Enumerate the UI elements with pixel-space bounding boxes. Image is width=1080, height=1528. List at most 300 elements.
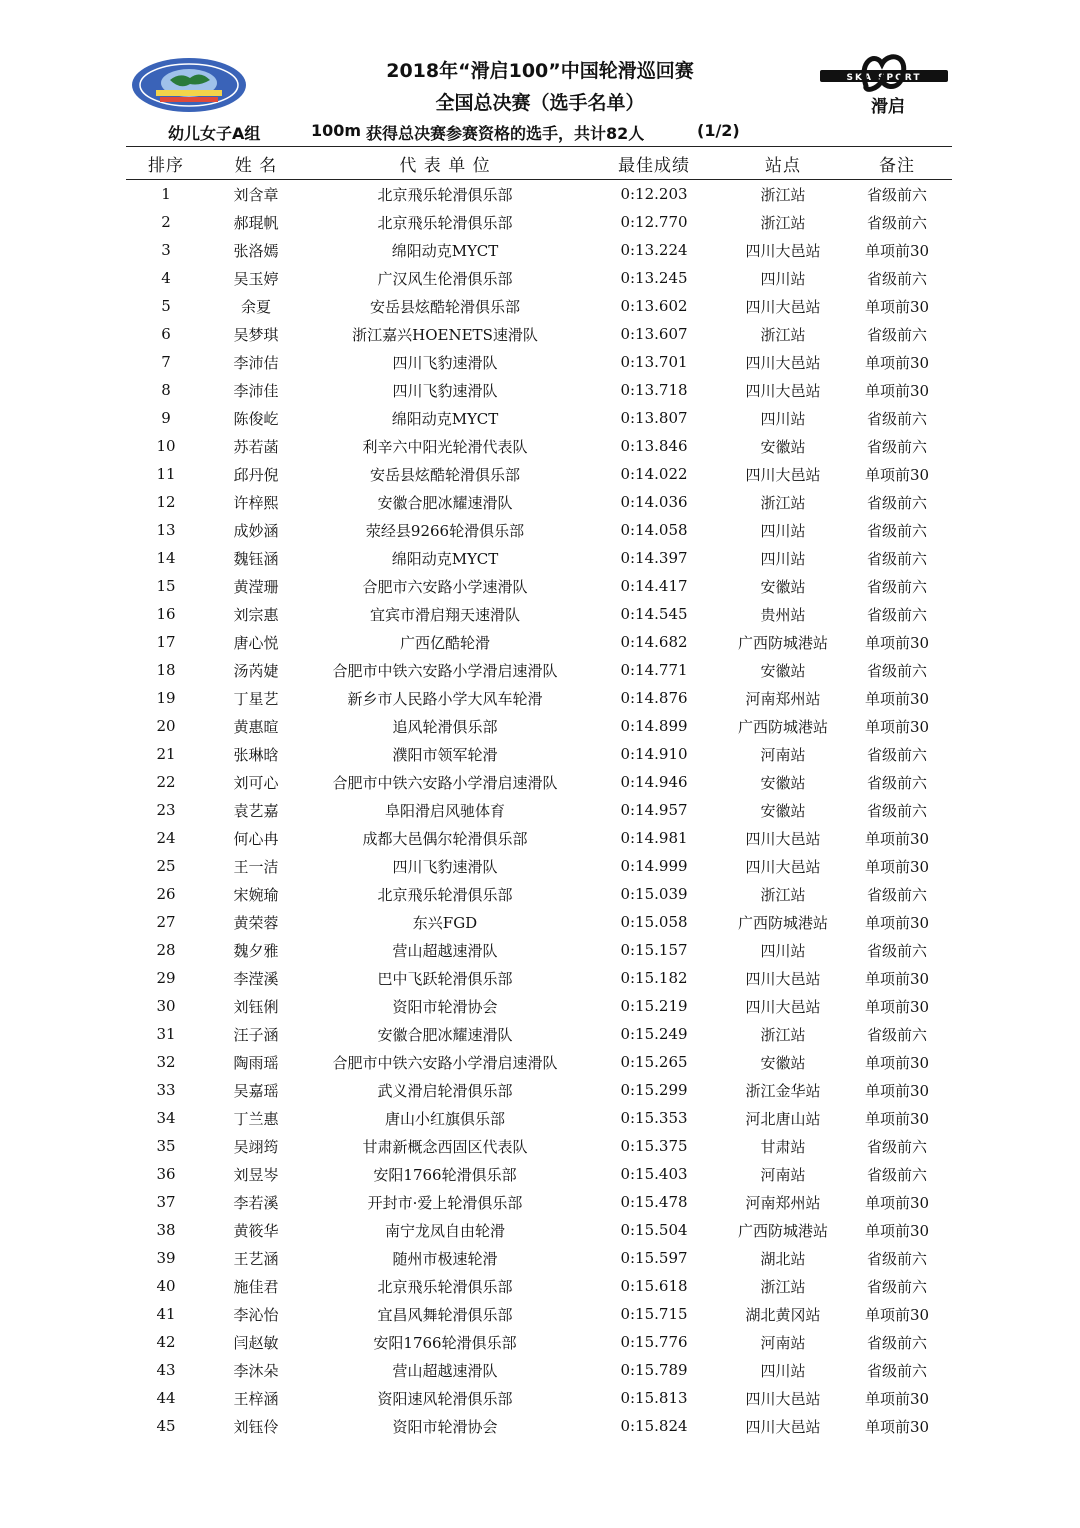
cell-station: 四川大邑站: [745, 1417, 821, 1436]
cell-club: 安阳1766轮滑俱乐部: [373, 1333, 517, 1352]
cell-rank: 39: [156, 1249, 176, 1267]
cell-rank: 3: [161, 241, 171, 259]
cell-name: 黄惠暄: [233, 717, 279, 736]
table-row: [126, 404, 952, 432]
cell-time: 0:15.715: [620, 1305, 688, 1323]
cell-time: 0:15.265: [620, 1053, 688, 1071]
table-row: [126, 180, 952, 208]
cell-time: 0:14.876: [620, 689, 688, 707]
cell-note: 省级前六: [866, 185, 927, 204]
cell-name: 陶雨瑶: [233, 1053, 279, 1072]
cell-note: 省级前六: [866, 269, 927, 288]
table-row: [126, 1048, 952, 1076]
cell-time: 0:15.403: [620, 1165, 688, 1183]
table-row: [126, 460, 952, 488]
cell-station: 浙江站: [760, 1277, 806, 1296]
cell-station: 广西防城港站: [737, 717, 828, 736]
cell-club: 四川飞豹速滑队: [392, 353, 498, 372]
cell-note: 单项前30: [864, 1109, 930, 1128]
qualifier-text: 获得总决赛参赛资格的选手，共计82人: [366, 124, 645, 143]
cell-time: 0:15.824: [620, 1417, 688, 1435]
cell-name: 魏钰涵: [233, 549, 279, 568]
cell-time: 0:15.299: [620, 1081, 688, 1099]
header-station: 站点: [765, 155, 801, 176]
cell-club: 合肥市六安路小学速滑队: [362, 577, 528, 596]
cell-name: 李沐朵: [233, 1361, 279, 1380]
cell-name: 刘宗惠: [233, 605, 279, 624]
cell-club: 甘肃新概念西固区代表队: [362, 1137, 528, 1156]
cell-rank: 2: [161, 213, 171, 231]
cell-club: 北京飛乐轮滑俱乐部: [377, 885, 513, 904]
cell-note: 省级前六: [866, 493, 927, 512]
cell-station: 四川站: [760, 1361, 806, 1380]
cell-club: 南宁龙凤自由轮滑: [384, 1221, 505, 1240]
cell-note: 省级前六: [866, 437, 927, 456]
cell-rank: 38: [156, 1221, 176, 1239]
cell-rank: 27: [156, 913, 176, 931]
cell-club: 新乡市人民路小学大风车轮滑: [347, 689, 543, 708]
cell-name: 刘钰俐: [233, 997, 279, 1016]
cell-time: 0:13.607: [620, 325, 688, 343]
cell-time: 0:15.478: [620, 1193, 688, 1211]
distance-label: 100m: [311, 121, 362, 140]
cell-club: 绵阳动克MYCT: [391, 409, 499, 428]
table-row: [126, 544, 952, 572]
cell-time: 0:14.397: [620, 549, 688, 567]
cell-name: 魏夕雅: [233, 941, 279, 960]
cell-club: 武义滑启轮滑俱乐部: [377, 1081, 513, 1100]
cell-name: 黄荣蓉: [233, 913, 279, 932]
cell-time: 0:15.182: [620, 969, 688, 987]
cell-note: 单项前30: [864, 913, 930, 932]
cell-station: 河南郑州站: [745, 1193, 821, 1212]
table-row: [126, 852, 952, 880]
cell-time: 0:14.957: [620, 801, 688, 819]
cell-time: 0:15.157: [620, 941, 688, 959]
group-label: 幼儿女子A组: [168, 124, 261, 143]
cell-station: 湖北站: [760, 1249, 806, 1268]
cell-rank: 4: [161, 269, 171, 287]
cell-name: 郝琨帆: [233, 213, 279, 232]
cell-note: 省级前六: [866, 577, 927, 596]
cell-club: 广西亿酷轮滑: [399, 633, 490, 652]
cell-name: 何心冉: [233, 829, 279, 848]
cell-club: 宜宾市滑启翔天速滑队: [369, 605, 520, 624]
table-body: [126, 180, 952, 1440]
table-row: [126, 656, 952, 684]
cell-rank: 14: [156, 549, 176, 567]
table-row: [126, 1160, 952, 1188]
cell-name: 黄筱华: [233, 1221, 279, 1240]
cell-rank: 10: [156, 437, 176, 455]
page-indicator: (1/2): [697, 121, 740, 140]
cell-name: 丁兰惠: [233, 1109, 279, 1128]
table-row: [126, 488, 952, 516]
cell-note: 省级前六: [866, 1361, 927, 1380]
cell-club: 开封市·爱上轮滑俱乐部: [367, 1193, 523, 1212]
cell-time: 0:15.353: [620, 1109, 688, 1127]
cell-time: 0:13.224: [620, 241, 688, 259]
cell-name: 李沛佳: [233, 381, 279, 400]
cell-note: 单项前30: [864, 1081, 930, 1100]
cell-rank: 29: [156, 969, 176, 987]
cell-note: 省级前六: [866, 1165, 927, 1184]
cell-club: 绵阳动克MYCT: [391, 549, 499, 568]
table-row: [126, 908, 952, 936]
cell-club: 北京飛乐轮滑俱乐部: [377, 213, 513, 232]
cell-name: 张琳晗: [233, 745, 279, 764]
cell-note: 省级前六: [866, 325, 927, 344]
cell-club: 合肥市中铁六安路小学滑启速滑队: [332, 1053, 558, 1072]
cell-club: 广汉风生伦滑俱乐部: [377, 269, 513, 288]
cell-club: 合肥市中铁六安路小学滑启速滑队: [332, 773, 558, 792]
table-row: [126, 1328, 952, 1356]
cell-rank: 8: [161, 381, 171, 399]
table-row: [126, 1188, 952, 1216]
table-row: [126, 684, 952, 712]
cell-club: 阜阳滑启风驰体育: [384, 801, 505, 820]
cell-rank: 42: [156, 1333, 176, 1351]
cell-time: 0:14.999: [620, 857, 688, 875]
cell-station: 安徽站: [760, 773, 806, 792]
table-row: [126, 1272, 952, 1300]
cell-name: 成妙涵: [233, 521, 279, 540]
cell-station: 四川大邑站: [745, 969, 821, 988]
table-row: [126, 768, 952, 796]
cell-station: 四川大邑站: [745, 857, 821, 876]
cell-note: 省级前六: [866, 213, 927, 232]
cell-station: 河南郑州站: [745, 689, 821, 708]
cell-note: 单项前30: [864, 241, 930, 260]
cell-time: 0:14.545: [620, 605, 688, 623]
cell-club: 随州市极速轮滑: [392, 1249, 498, 1268]
cell-name: 宋婉瑜: [233, 885, 279, 904]
cell-time: 0:15.219: [620, 997, 688, 1015]
table-row: [126, 320, 952, 348]
cell-time: 0:14.058: [620, 521, 688, 539]
cell-station: 四川大邑站: [745, 297, 821, 316]
cell-rank: 44: [156, 1389, 176, 1407]
cell-time: 0:15.789: [620, 1361, 688, 1379]
cell-station: 浙江站: [760, 213, 806, 232]
cell-name: 汤芮婕: [233, 661, 279, 680]
cell-rank: 45: [156, 1417, 176, 1435]
cell-rank: 9: [161, 409, 171, 427]
table-row: [126, 1384, 952, 1412]
cell-note: 单项前30: [864, 381, 930, 400]
cell-station: 四川大邑站: [745, 241, 821, 260]
cell-time: 0:14.899: [620, 717, 688, 735]
cell-club: 营山超越速滑队: [392, 1361, 498, 1380]
cell-rank: 25: [156, 857, 176, 875]
cell-time: 0:13.701: [620, 353, 688, 371]
cell-note: 单项前30: [864, 465, 930, 484]
cell-rank: 28: [156, 941, 176, 959]
cell-club: 追风轮滑俱乐部: [392, 717, 498, 736]
cell-name: 施佳君: [233, 1277, 279, 1296]
header-name: 姓 名: [234, 155, 278, 176]
cell-club: 浙江嘉兴HOENETS速滑队: [352, 325, 538, 344]
cell-club: 资阳市轮滑协会: [392, 1417, 498, 1436]
cell-time: 0:15.058: [620, 913, 688, 931]
cell-time: 0:13.245: [620, 269, 688, 287]
cell-station: 安徽站: [760, 577, 806, 596]
sponsor-logo-brand: SKA SPORT: [846, 73, 922, 83]
cell-name: 吴翊筠: [233, 1137, 279, 1156]
cell-rank: 18: [156, 661, 176, 679]
cell-station: 四川站: [760, 549, 806, 568]
cell-name: 苏若菡: [233, 437, 279, 456]
cell-name: 李沛佶: [233, 353, 279, 372]
cell-station: 甘肃站: [760, 1137, 806, 1156]
cell-station: 四川大邑站: [745, 829, 821, 848]
cell-rank: 43: [156, 1361, 176, 1379]
table-row: [126, 880, 952, 908]
cell-club: 北京飛乐轮滑俱乐部: [377, 1277, 513, 1296]
cell-club: 营山超越速滑队: [392, 941, 498, 960]
cell-station: 四川大邑站: [745, 465, 821, 484]
cell-name: 王艺涵: [233, 1249, 279, 1268]
cell-note: 省级前六: [866, 885, 927, 904]
document-header: [0, 0, 1080, 150]
cell-station: 广西防城港站: [737, 633, 828, 652]
cell-time: 0:14.946: [620, 773, 688, 791]
cell-rank: 40: [156, 1277, 176, 1295]
association-logo-icon: [130, 56, 248, 114]
cell-name: 吴梦琪: [233, 325, 279, 344]
cell-station: 广西防城港站: [737, 1221, 828, 1240]
cell-club: 荥经县9266轮滑俱乐部: [365, 521, 525, 540]
table-row: [126, 1020, 952, 1048]
cell-time: 0:15.375: [620, 1137, 688, 1155]
cell-note: 省级前六: [866, 1025, 927, 1044]
cell-rank: 31: [156, 1025, 176, 1043]
header-note: 备注: [879, 155, 915, 176]
table-row: [126, 572, 952, 600]
cell-rank: 16: [156, 605, 176, 623]
table-row: [126, 1132, 952, 1160]
cell-note: 单项前30: [864, 1389, 930, 1408]
table-row: [126, 1412, 952, 1440]
table-row: [126, 936, 952, 964]
cell-time: 0:14.417: [620, 577, 688, 595]
cell-club: 北京飛乐轮滑俱乐部: [377, 185, 513, 204]
cell-time: 0:15.813: [620, 1389, 688, 1407]
cell-station: 浙江金华站: [745, 1081, 821, 1100]
cell-station: 浙江站: [760, 185, 806, 204]
table-row: [126, 1244, 952, 1272]
cell-time: 0:13.846: [620, 437, 688, 455]
cell-club: 安徽合肥冰耀速滑队: [377, 1025, 513, 1044]
cell-rank: 7: [161, 353, 171, 371]
cell-rank: 34: [156, 1109, 176, 1127]
table-row: [126, 1356, 952, 1384]
cell-name: 吴嘉瑶: [233, 1081, 279, 1100]
cell-rank: 23: [156, 801, 176, 819]
cell-note: 单项前30: [864, 353, 930, 372]
cell-note: 省级前六: [866, 1249, 927, 1268]
table-row: [126, 992, 952, 1020]
cell-name: 张洛嫣: [233, 241, 279, 260]
cell-station: 四川大邑站: [745, 381, 821, 400]
cell-time: 0:15.039: [620, 885, 688, 903]
table-row: [126, 432, 952, 460]
cell-club: 四川飞豹速滑队: [392, 857, 498, 876]
cell-time: 0:14.910: [620, 745, 688, 763]
cell-name: 汪子涵: [233, 1025, 279, 1044]
table-row: [126, 236, 952, 264]
table-row: [126, 628, 952, 656]
table-row: [126, 376, 952, 404]
cell-rank: 19: [156, 689, 176, 707]
cell-name: 闫赵敏: [233, 1333, 279, 1352]
cell-time: 0:14.771: [620, 661, 688, 679]
cell-name: 王一洁: [233, 857, 279, 876]
cell-name: 李沁怡: [233, 1305, 279, 1324]
cell-name: 李若溪: [233, 1193, 279, 1212]
cell-time: 0:15.249: [620, 1025, 688, 1043]
cell-rank: 5: [161, 297, 171, 315]
cell-name: 吴玉婷: [233, 269, 279, 288]
cell-club: 东兴FGD: [412, 913, 478, 932]
cell-note: 单项前30: [864, 1221, 930, 1240]
table-row: [126, 712, 952, 740]
cell-station: 贵州站: [760, 605, 806, 624]
cell-club: 资阳市轮滑协会: [392, 997, 498, 1016]
cell-rank: 35: [156, 1137, 176, 1155]
cell-rank: 37: [156, 1193, 176, 1211]
cell-station: 四川站: [760, 269, 806, 288]
cell-name: 陈俊屹: [233, 409, 279, 428]
cell-name: 刘钰伶: [233, 1417, 279, 1436]
cell-name: 唐心悦: [233, 633, 279, 652]
cell-name: 李滢溪: [233, 969, 279, 988]
cell-club: 安阳1766轮滑俱乐部: [373, 1165, 517, 1184]
cell-rank: 24: [156, 829, 176, 847]
cell-note: 单项前30: [864, 1053, 930, 1072]
cell-station: 湖北黄冈站: [745, 1305, 821, 1324]
cell-club: 安徽合肥冰耀速滑队: [377, 493, 513, 512]
cell-station: 广西防城港站: [737, 913, 828, 932]
cell-club: 唐山小红旗俱乐部: [384, 1109, 505, 1128]
cell-station: 四川大邑站: [745, 997, 821, 1016]
header-club: 代 表 单 位: [399, 155, 491, 176]
cell-club: 利辛六中阳光轮滑代表队: [362, 437, 528, 456]
cell-club: 绵阳动克MYCT: [391, 241, 499, 260]
athlete-table: [126, 146, 952, 1440]
cell-rank: 22: [156, 773, 176, 791]
cell-club: 安岳县炫酷轮滑俱乐部: [369, 465, 520, 484]
document-title: 2018年“滑启100”中国轮滑巡回赛: [386, 60, 694, 82]
cell-note: 省级前六: [866, 605, 927, 624]
cell-station: 安徽站: [760, 1053, 806, 1072]
cell-rank: 1: [161, 185, 171, 203]
cell-rank: 6: [161, 325, 171, 343]
cell-note: 省级前六: [866, 549, 927, 568]
table-row: [126, 264, 952, 292]
cell-name: 刘昱岑: [233, 1165, 279, 1184]
table-row: [126, 740, 952, 768]
cell-station: 河北唐山站: [745, 1109, 821, 1128]
cell-rank: 15: [156, 577, 176, 595]
cell-station: 安徽站: [760, 437, 806, 456]
cell-time: 0:14.022: [620, 465, 688, 483]
table-row: [126, 1216, 952, 1244]
table-header: [126, 146, 952, 180]
cell-note: 省级前六: [866, 1137, 927, 1156]
cell-club: 巴中飞跃轮滑俱乐部: [377, 969, 513, 988]
table-row: [126, 348, 952, 376]
cell-rank: 30: [156, 997, 176, 1015]
cell-note: 省级前六: [866, 773, 927, 792]
cell-note: 单项前30: [864, 997, 930, 1016]
cell-note: 省级前六: [866, 1333, 927, 1352]
cell-station: 浙江站: [760, 325, 806, 344]
cell-note: 省级前六: [866, 521, 927, 540]
cell-name: 刘可心: [233, 773, 279, 792]
cell-rank: 20: [156, 717, 176, 735]
sponsor-logo-icon: [818, 50, 950, 116]
cell-note: 单项前30: [864, 1417, 930, 1436]
cell-rank: 32: [156, 1053, 176, 1071]
header-best-time: 最佳成绩: [618, 155, 690, 176]
table-row: [126, 1104, 952, 1132]
cell-club: 四川飞豹速滑队: [392, 381, 498, 400]
cell-station: 四川站: [760, 941, 806, 960]
cell-station: 四川站: [760, 409, 806, 428]
cell-station: 四川站: [760, 521, 806, 540]
table-row: [126, 1076, 952, 1104]
cell-rank: 33: [156, 1081, 176, 1099]
cell-time: 0:15.776: [620, 1333, 688, 1351]
cell-note: 省级前六: [866, 745, 927, 764]
cell-rank: 26: [156, 885, 176, 903]
table-row: [126, 964, 952, 992]
cell-rank: 36: [156, 1165, 176, 1183]
cell-name: 黄滢珊: [233, 577, 279, 596]
cell-station: 浙江站: [760, 885, 806, 904]
table-row: [126, 208, 952, 236]
table-row: [126, 824, 952, 852]
cell-name: 余夏: [240, 297, 271, 316]
cell-name: 袁艺嘉: [233, 801, 279, 820]
cell-rank: 12: [156, 493, 176, 511]
cell-note: 单项前30: [864, 969, 930, 988]
cell-club: 濮阳市领军轮滑: [392, 745, 498, 764]
cell-club: 合肥市中铁六安路小学滑启速滑队: [332, 661, 558, 680]
cell-time: 0:13.602: [620, 297, 688, 315]
cell-rank: 21: [156, 745, 176, 763]
cell-note: 单项前30: [864, 689, 930, 708]
cell-club: 资阳速风轮滑俱乐部: [377, 1389, 513, 1408]
cell-station: 浙江站: [760, 1025, 806, 1044]
cell-name: 刘含章: [233, 185, 279, 204]
cell-time: 0:14.036: [620, 493, 688, 511]
table-row: [126, 600, 952, 628]
document-subtitle: 全国总决赛（选手名单）: [435, 92, 645, 114]
table-row: [126, 516, 952, 544]
cell-rank: 11: [156, 465, 176, 483]
cell-note: 单项前30: [864, 717, 930, 736]
cell-time: 0:14.682: [620, 633, 688, 651]
cell-note: 单项前30: [864, 857, 930, 876]
cell-note: 单项前30: [864, 829, 930, 848]
cell-note: 省级前六: [866, 661, 927, 680]
cell-club: 宜昌风舞轮滑俱乐部: [377, 1305, 513, 1324]
cell-note: 单项前30: [864, 633, 930, 652]
header-rank: 排序: [148, 155, 184, 176]
cell-time: 0:15.618: [620, 1277, 688, 1295]
